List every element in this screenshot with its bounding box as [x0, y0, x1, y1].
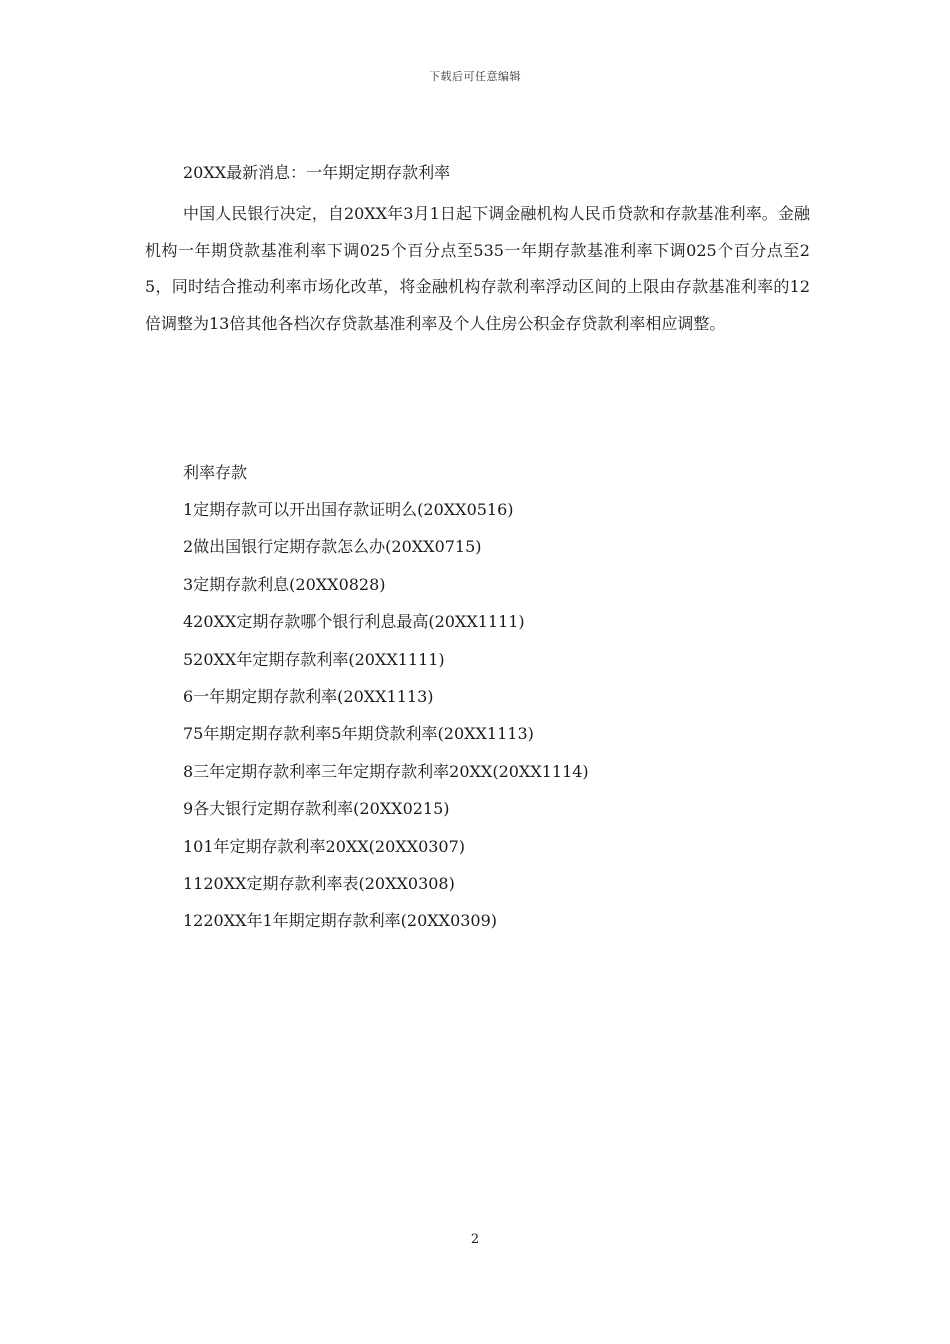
list-item: 520XX年定期存款利率(20XX1111)	[183, 649, 445, 669]
list-item: 9各大银行定期存款利率(20XX0215)	[183, 799, 450, 819]
article-headline: 20XX最新消息：一年期定期存款利率	[183, 163, 451, 182]
list-item: 1120XX定期存款利率表(20XX0308)	[183, 873, 455, 893]
list-item: 420XX定期存款哪个银行利息最高(20XX1111)	[183, 612, 525, 632]
related-articles-list	[183, 497, 803, 946]
list-item: 75年期定期存款利率5年期贷款利率(20XX1113)	[183, 724, 534, 744]
list-item: 6一年期定期存款利率(20XX1113)	[183, 686, 434, 706]
article	[145, 160, 810, 342]
page-number: 2	[470, 1232, 480, 1247]
list-item: 1220XX年1年期定期存款利率(20XX0309)	[183, 911, 498, 931]
list-item: 8三年定期存款利率三年定期存款利率20XX(20XX1114)	[183, 761, 589, 781]
list-item: 1定期存款可以开出国存款证明么(20XX0516)	[183, 500, 514, 519]
article-body: 中国人民银行决定，自20XX年3月1日起下调金融机构人民币贷款和存款基准利率。金融机构一年期贷款基准利率下调025个百分点至535一年期存款基准利率下调025个百分点至25，同时结合推动利率市场化改革，将金融机构存款利率浮动区间的上限由存款基准利率的12倍调整为13倍其他各档次存贷款基准利率及个人住房公积金存贷款利率相应调整。	[145, 204, 810, 333]
list-item: 101年定期存款利率20XX(20XX0307)	[183, 836, 466, 856]
related-articles	[183, 460, 803, 946]
list-item: 2做出国银行定期存款怎么办(20XX0715)	[183, 537, 482, 557]
page-header: 下载后可任意编辑	[429, 70, 521, 83]
list-item: 3定期存款利息(20XX0828)	[183, 574, 386, 594]
related-articles-title: 利率存款	[183, 463, 248, 482]
